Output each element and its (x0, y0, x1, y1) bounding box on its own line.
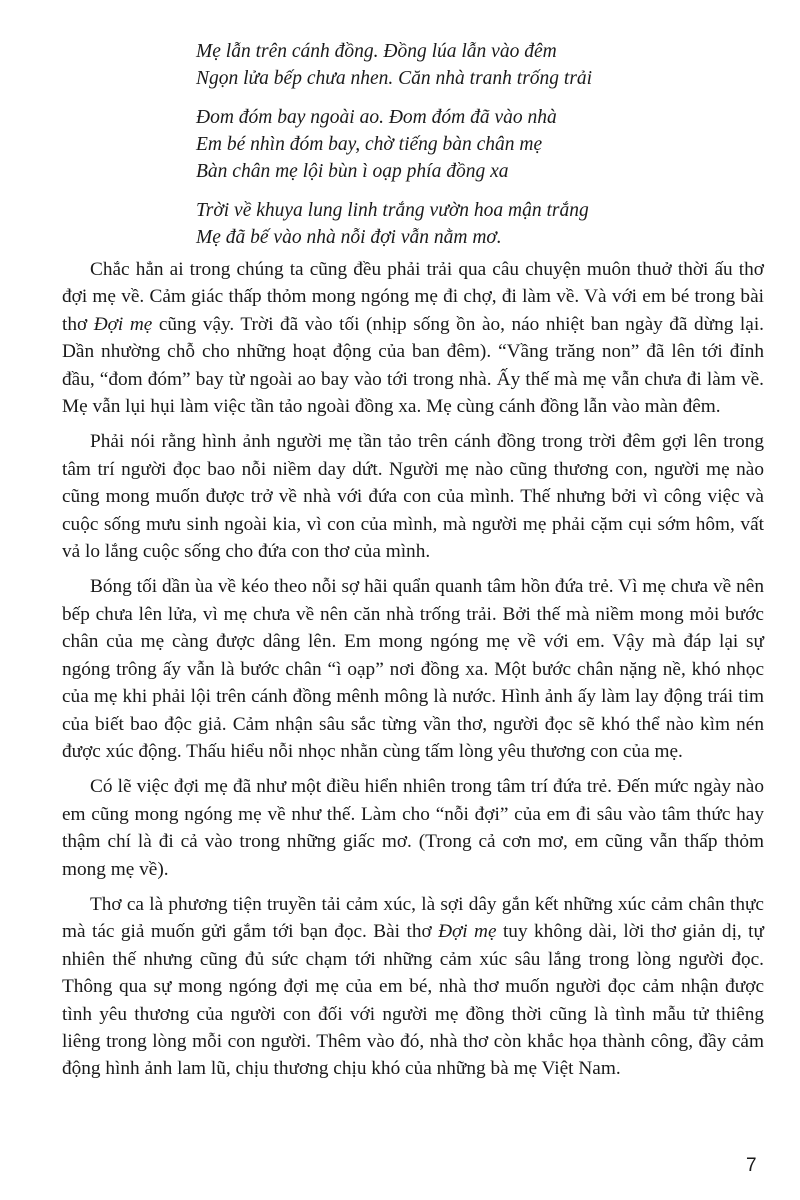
text-run: tuy không dài, lời thơ giản dị, tự nhiên thế nhưng cũng đủ sức chạm tới những cảm xúc sâu lắng trong lòng người đọc. Thông qua sự mong ngóng đợi mẹ của em bé, nhà thơ muốn người đọc cảm nhận được tình yêu thương của người con đối với người mẹ đồng thời cũng là tình mẫu tử thiêng liêng trong lòng mỗi con người. Thêm vào đó, nhà thơ còn khắc họa thành công, đầy cảm động hình ảnh lam lũ, chịu thương chịu khó của những bà mẹ Việt Nam. (62, 921, 764, 1080)
body-paragraph (62, 891, 764, 1083)
poem-line: Ngọn lửa bếp chưa nhen. Căn nhà tranh trống trải (196, 68, 593, 89)
text-run: Thơ ca là phương tiện truyền tải cảm xúc, là sợi dây gắn kết những xúc cảm chân thực mà tác giả muốn gửi gắm tới bạn đọc. Bài thơ (62, 893, 764, 943)
poem-line: Mẹ lẫn trên cánh đồng. Đồng lúa lẫn vào đêm (196, 41, 557, 62)
poem-stanza (196, 104, 716, 185)
poem-line: Đom đóm bay ngoài ao. Đom đóm đã vào nhà (196, 107, 557, 128)
poem-title-reference: Đợi mẹ (438, 921, 497, 943)
body-paragraph (62, 773, 764, 883)
body-paragraph (62, 428, 764, 565)
poem-title-reference: Đợi mẹ (93, 313, 153, 335)
poem-stanza (196, 38, 716, 92)
text-run: cũng vậy. Trời đã vào tối (nhịp sống ồn ào, náo nhiệt ban ngày đã dừng lại. Dần nhường chỗ cho những hoạt động của ban đêm). “Vầng trăng non” đã lên tới đỉnh đầu, “đom đóm” bay từ ngoài ao bay vào tới trong nhà. Ấy thế mà mẹ vẫn chưa đi làm về. Mẹ vẫn lụi hụi làm việc tần tảo ngoài đồng xa. Mẹ cùng cánh đồng lẫn vào màn đêm. (62, 313, 764, 418)
poem-stanza (196, 197, 716, 251)
text-run: Chắc hẳn ai trong chúng ta cũng đều phải trải qua câu chuyện muôn thuở thời ấu thơ đợi mẹ về. Cảm giác thấp thỏm mong ngóng mẹ đi chợ, đi làm về. Và với em bé trong bài thơ (62, 259, 764, 335)
body-paragraph (62, 573, 764, 765)
text-run: Bóng tối dần ùa về kéo theo nỗi sợ hãi quẩn quanh tâm hồn đứa trẻ. Vì mẹ chưa về nên bếp chưa lên lửa, vì mẹ chưa về nên căn nhà trống trải. Bởi thế mà niềm mong mỏi bước chân của mẹ càng được dâng lên. Em mong ngóng mẹ về với em. Vậy mà đáp lại sự ngóng trông ấy vẫn là bước chân “ì oạp” nơi đồng xa. Một bước chân nặng nề, khó nhọc của mẹ khi phải lội trên cánh đồng mênh mông là nước. Hình ảnh ấy làm lay động trái tim của biết bao độc giả. Cảm nhận sâu sắc từng vần thơ, người đọc sẽ khó thể nào kìm nén được xúc động. Thấu hiểu nỗi nhọc nhằn cùng tấm lòng yêu thương con của mẹ. (62, 576, 764, 762)
poem-line: Bàn chân mẹ lội bùn ì oạp phía đồng xa (196, 161, 509, 182)
text-run: Phải nói rằng hình ảnh người mẹ tần tảo trên cánh đồng trong trời đêm gợi lên trong tâm trí người đọc bao nỗi niềm day dứt. Người mẹ nào cũng thương con, người mẹ nào cũng mong muốn được trở về nhà với đứa con của mình. Thế nhưng bởi vì công việc và cuộc sống mưu sinh ngoài kia, vì con của mình, mà người mẹ phải cặm cụi sớm hôm, vất vả lo lắng cuộc sống cho đứa con thơ của mình. (62, 431, 764, 563)
poem-line: Trời về khuya lung linh trắng vườn hoa mận trắng (196, 200, 589, 221)
poem-line: Mẹ đã bế vào nhà nỗi đợi vẫn nằm mơ. (196, 227, 502, 248)
essay-body (62, 256, 764, 1091)
text-run: Có lẽ việc đợi mẹ đã như một điều hiển nhiên trong tâm trí đứa trẻ. Đến mức ngày nào em cũng mong ngóng mẹ về như thế. Làm cho “nỗi đợi” của em đi sâu vào tâm thức hay thậm chí là đi cả vào trong những giấc mơ. (Trong cả cơn mơ, em cũng vẫn thấp thỏm mong mẹ về). (62, 776, 764, 880)
body-paragraph (62, 256, 764, 420)
poem-excerpt (196, 38, 716, 263)
poem-line: Em bé nhìn đóm bay, chờ tiếng bàn chân mẹ (196, 134, 543, 155)
page-number: 7 (746, 1155, 757, 1176)
